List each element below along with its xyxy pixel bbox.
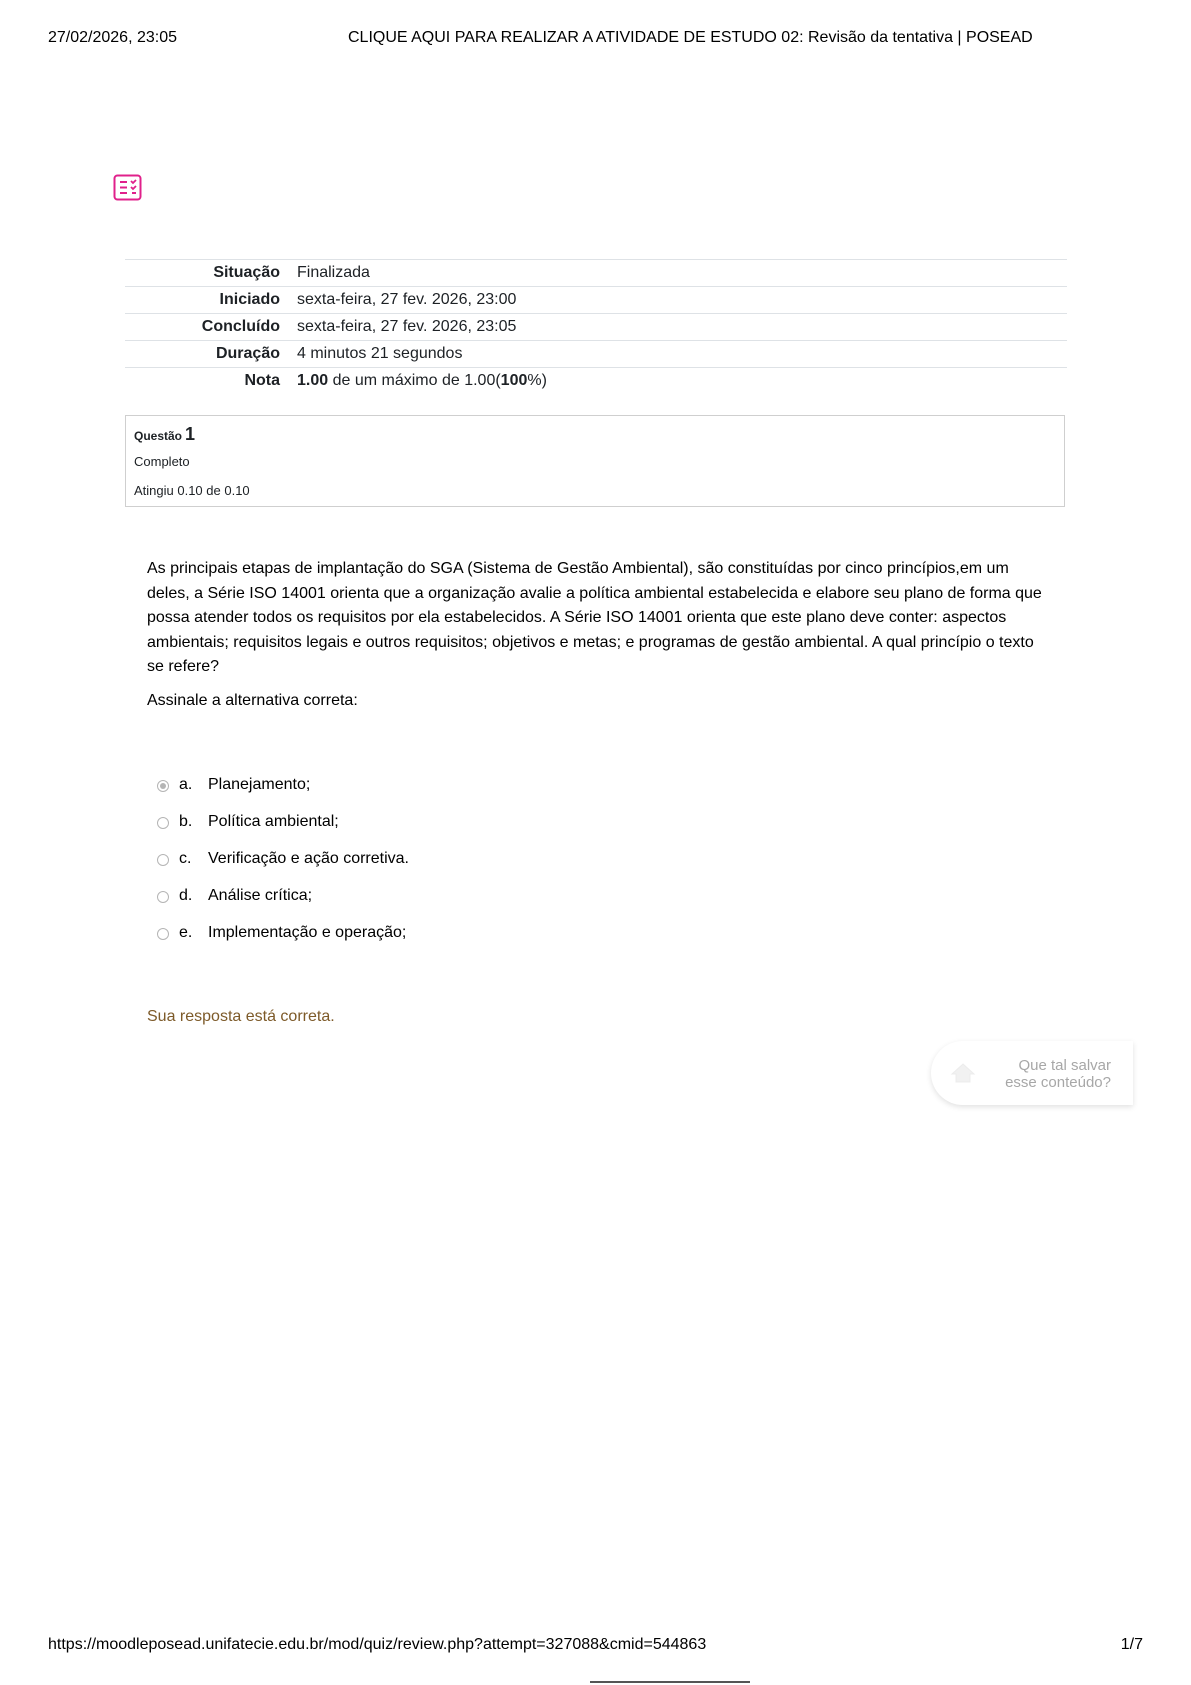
print-url: https://moodleposead.unifatecie.edu.br/mod/quiz/review.php?attempt=327088&cmid=544863: [48, 1636, 707, 1653]
answer-options: [155, 772, 855, 957]
summary-value: sexta-feira, 27 fev. 2026, 23:00: [295, 287, 1067, 314]
summary-label: Duração: [125, 341, 295, 368]
summary-row: [125, 287, 1067, 314]
page-edge-mark: [590, 1681, 750, 1683]
print-page-number: 1/7: [1120, 1636, 1143, 1653]
question-grade: Atingiu 0.10 de 0.10: [134, 483, 250, 498]
attempt-summary-table: [125, 259, 1067, 394]
summary-row: [125, 314, 1067, 341]
radio-selected[interactable]: [157, 780, 169, 792]
summary-label: Situação: [125, 260, 295, 287]
summary-label: Iniciado: [125, 287, 295, 314]
grade-percent: 100: [500, 372, 528, 389]
summary-value: 4 minutos 21 segundos: [295, 341, 1067, 368]
radio-unselected[interactable]: [157, 928, 169, 940]
save-widget-line2: esse conteúdo?: [1005, 1074, 1111, 1091]
grade-value: [295, 368, 1067, 395]
summary-row-grade: [125, 368, 1067, 395]
answer-text: Verificação e ação corretiva.: [208, 850, 409, 867]
summary-row: [125, 341, 1067, 368]
radio-unselected[interactable]: [157, 854, 169, 866]
answer-option-b[interactable]: [155, 809, 855, 846]
answer-letter: d.: [179, 887, 193, 904]
print-date: 27/02/2026, 23:05: [48, 29, 178, 46]
summary-value: Finalizada: [295, 260, 1067, 287]
bookmark-icon: [949, 1061, 977, 1085]
radio-unselected[interactable]: [157, 817, 169, 829]
question-state: Completo: [134, 454, 190, 469]
save-content-button[interactable]: [931, 1041, 1133, 1105]
question-label: Questão: [134, 429, 183, 443]
summary-row: [125, 260, 1067, 287]
grade-label: Nota: [125, 368, 295, 395]
answer-text: Política ambiental;: [208, 813, 339, 830]
answer-letter: c.: [179, 850, 192, 867]
summary-label: Concluído: [125, 314, 295, 341]
answer-text: Implementação e operação;: [208, 924, 407, 941]
grade-score: 1.00: [297, 372, 329, 389]
answer-option-a[interactable]: [155, 772, 855, 809]
answer-text: Análise crítica;: [208, 887, 313, 904]
question-text-block: [147, 557, 1047, 714]
save-widget-line1: Que tal salvar: [1018, 1057, 1111, 1074]
grade-suffix: %): [527, 372, 547, 389]
question-text: As principais etapas de implantação do SGA (Sistema de Gestão Ambiental), são constituídas por cinco princípios,em um deles, a Série ISO 14001 orienta que a organização avalie a política ambiental estabelecida e elabore seu plano de forma que possa atender todos os requisitos por ela estabelecidos. A Série ISO 14001 orienta que este plano deve conter: aspectos ambientais; requisitos legais e outros requisitos; objetivos e metas; e programas de gestão ambiental. A qual princípio o texto se refere?: [147, 560, 1042, 676]
print-header: [48, 29, 1143, 49]
question-prompt: Assinale a alternativa correta:: [147, 691, 358, 709]
answer-text: Planejamento;: [208, 776, 311, 793]
answer-option-e[interactable]: [155, 920, 855, 957]
answer-letter: e.: [179, 924, 193, 941]
grade-middle: de um máximo de 1.00(: [328, 372, 501, 389]
answer-option-d[interactable]: [155, 883, 855, 920]
answer-feedback: Sua resposta está correta.: [147, 1008, 335, 1025]
print-page-title: CLIQUE AQUI PARA REALIZAR A ATIVIDADE DE ESTUDO 02: Revisão da tentativa | POSEAD: [348, 29, 1033, 46]
quiz-list-icon: [113, 174, 143, 202]
question-info-box: [125, 415, 1065, 507]
answer-option-c[interactable]: [155, 846, 855, 883]
answer-letter: a.: [179, 776, 193, 793]
question-number-value: 1: [185, 424, 196, 444]
radio-unselected[interactable]: [157, 891, 169, 903]
print-footer: [48, 1636, 1143, 1656]
answer-letter: b.: [179, 813, 193, 830]
summary-value: sexta-feira, 27 fev. 2026, 23:05: [295, 314, 1067, 341]
question-number: [134, 424, 195, 445]
